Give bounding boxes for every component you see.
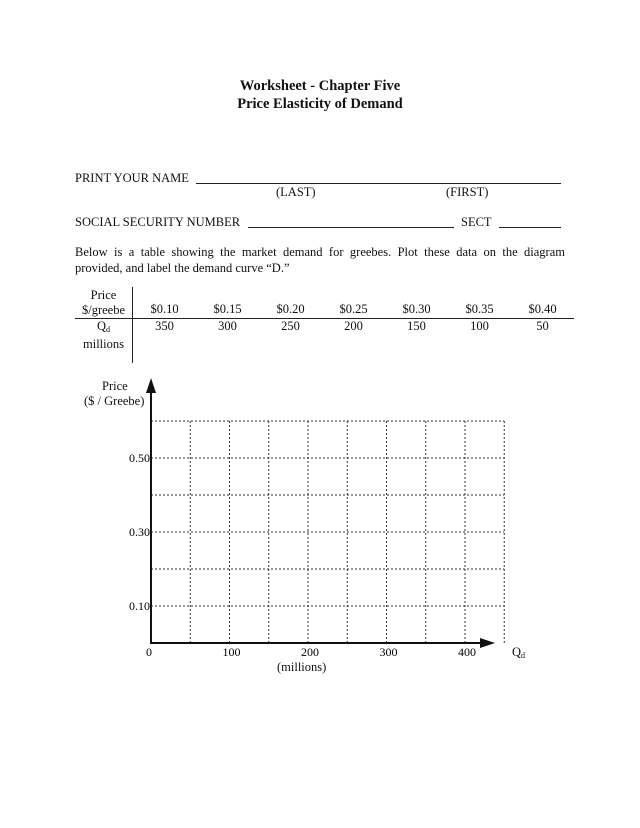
gridlines (151, 421, 504, 643)
y-tick-label: 0.10 (129, 599, 150, 613)
quantity-cell: 150 (407, 319, 426, 333)
qd-header-line2: millions (83, 337, 124, 351)
price-cell: $0.40 (511, 287, 574, 319)
x-tick-label: 300 (379, 645, 398, 659)
price-cell: $0.35 (448, 287, 511, 319)
quantity-cell: 350 (155, 319, 174, 333)
worksheet-title: Worksheet - Chapter Five (239, 78, 401, 94)
y-tick-label: 0.30 (129, 525, 150, 539)
y-tick-labels (129, 451, 150, 613)
qd-header-line1: $Q_d$ (96, 319, 111, 334)
price-cell: $0.10 (133, 287, 197, 319)
worksheet-subtitle: Price Elasticity of Demand (237, 96, 403, 112)
x-axis-units: (millions) (277, 660, 327, 674)
quantity-cell: 250 (281, 319, 300, 333)
price-header-line2: $/greebe (81, 303, 126, 317)
y-axis-label-line2: ($ / Greebe) (84, 394, 145, 408)
price-cell: $0.15 (196, 287, 259, 319)
x-tick-label: 0 (146, 645, 152, 659)
quantity-cell: 300 (218, 319, 237, 333)
x-tick-label: 200 (301, 645, 319, 659)
quantity-cell: 100 (470, 319, 489, 333)
price-cell: $0.30 (385, 287, 448, 319)
first-name-caption: (FIRST) (446, 185, 489, 199)
x-axis-label: $Q_d$ (512, 645, 526, 660)
x-tick-label: 400 (458, 645, 476, 659)
quantity-cell: 50 (536, 319, 549, 333)
y-tick-label: 0.50 (129, 451, 150, 465)
ssn-label: SOCIAL SECURITY NUMBER (75, 215, 241, 229)
x-tick-label: 100 (222, 645, 241, 659)
y-axis-label-line1: Price (102, 379, 128, 393)
x-tick-labels (146, 645, 476, 659)
x-axis-arrow (480, 638, 495, 648)
price-cell: $0.20 (259, 287, 322, 319)
last-name-caption: (LAST) (276, 185, 316, 199)
sect-label: SECT (461, 215, 492, 229)
quantity-cell: 200 (344, 319, 363, 333)
price-header-line1: Price (90, 288, 117, 302)
price-cell: $0.25 (322, 287, 385, 319)
name-label: PRINT YOUR NAME (75, 171, 189, 185)
y-axis-arrow (146, 378, 156, 393)
instructions-text: Below is a table showing the market demand for greebes. Plot these data on the diagram provided, and label the demand curve “D.” (75, 245, 565, 275)
